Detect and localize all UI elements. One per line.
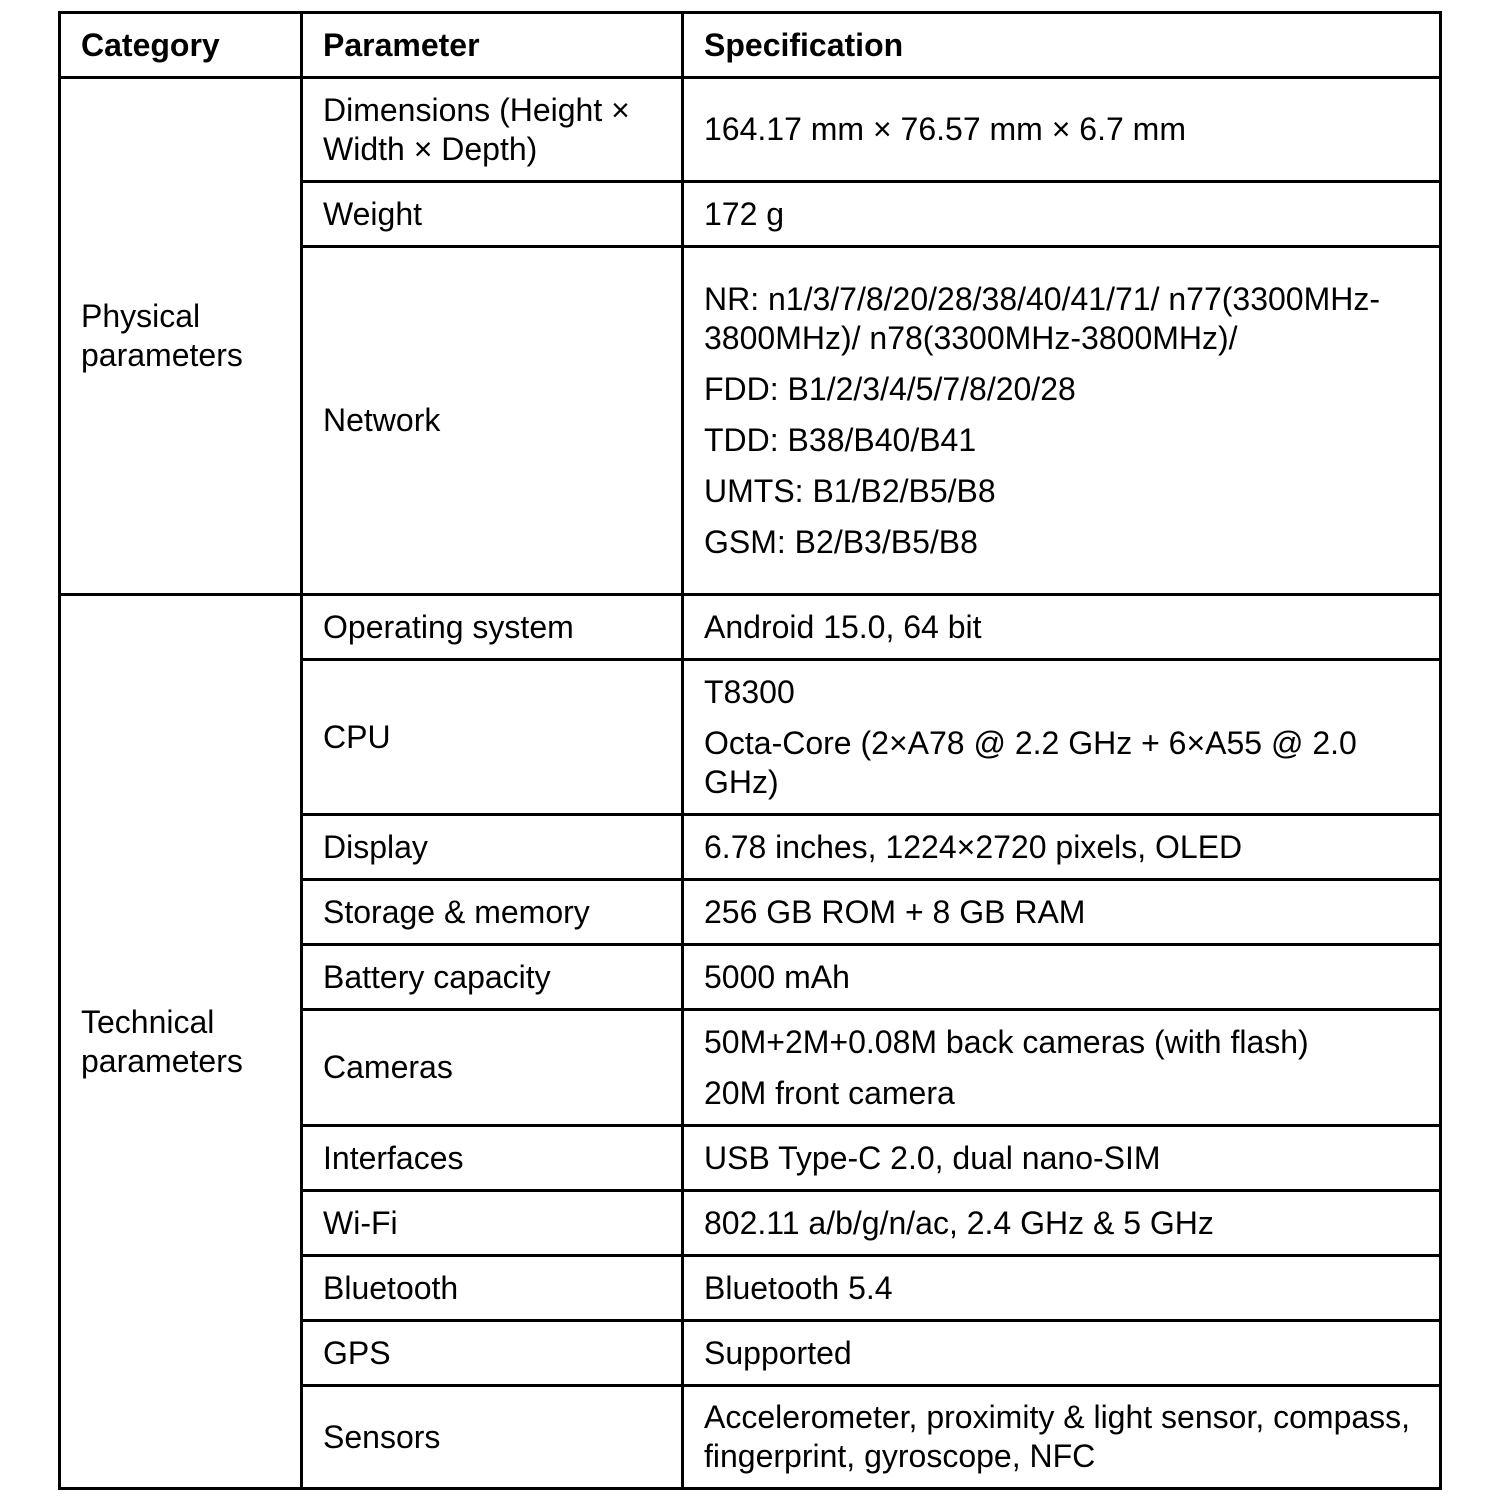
spec-cameras-front: 20M front camera bbox=[704, 1074, 955, 1111]
category-physical: Physical parameters bbox=[60, 78, 302, 595]
param-wifi: Wi-Fi bbox=[302, 1191, 683, 1256]
spec-cpu bbox=[683, 660, 1441, 815]
spec-interfaces: USB Type-C 2.0, dual nano-SIM bbox=[683, 1126, 1441, 1191]
spec-battery: 5000 mAh bbox=[683, 945, 1441, 1010]
param-battery: Battery capacity bbox=[302, 945, 683, 1010]
param-dimensions: Dimensions (Height × Width × Depth) bbox=[302, 78, 683, 182]
header-parameter: Parameter bbox=[302, 13, 683, 78]
param-interfaces: Interfaces bbox=[302, 1126, 683, 1191]
param-network: Network bbox=[302, 247, 683, 595]
param-os: Operating system bbox=[302, 595, 683, 660]
spec-bluetooth: Bluetooth 5.4 bbox=[683, 1256, 1441, 1321]
spec-network bbox=[683, 247, 1441, 595]
spec-display: 6.78 inches, 1224×2720 pixels, OLED bbox=[683, 815, 1441, 880]
spec-sensors: Accelerometer, proximity & light sensor, compass, fingerprint, gyroscope, NFC bbox=[683, 1386, 1441, 1489]
param-display: Display bbox=[302, 815, 683, 880]
spec-network-tdd: TDD: B38/B40/B41 bbox=[704, 421, 977, 458]
table-row bbox=[60, 78, 1441, 182]
param-cameras: Cameras bbox=[302, 1010, 683, 1126]
spec-network-fdd: FDD: B1/2/3/4/5/7/8/20/28 bbox=[704, 370, 1076, 407]
spec-storage: 256 GB ROM + 8 GB RAM bbox=[683, 880, 1441, 945]
header-specification: Specification bbox=[683, 13, 1441, 78]
param-cpu: CPU bbox=[302, 660, 683, 815]
param-sensors: Sensors bbox=[302, 1386, 683, 1489]
spec-cpu-model: T8300 bbox=[704, 673, 795, 710]
spec-gps: Supported bbox=[683, 1321, 1441, 1386]
category-technical: Technical parameters bbox=[60, 595, 302, 1489]
spec-cpu-cores: Octa-Core (2×A78 @ 2.2 GHz + 6×A55 @ 2.0 GHz) bbox=[704, 724, 1357, 800]
param-storage: Storage & memory bbox=[302, 880, 683, 945]
spec-weight: 172 g bbox=[683, 182, 1441, 247]
param-weight: Weight bbox=[302, 182, 683, 247]
table-row bbox=[60, 595, 1441, 660]
spec-network-nr: NR: n1/3/7/8/20/28/38/40/41/71/ n77(3300MHz-3800MHz)/ n78(3300MHz-3800MHz)/ bbox=[704, 280, 1380, 356]
spec-os: Android 15.0, 64 bit bbox=[683, 595, 1441, 660]
spec-cameras-back: 50M+2M+0.08M back cameras (with flash) bbox=[704, 1023, 1309, 1060]
spec-wifi: 802.11 a/b/g/n/ac, 2.4 GHz & 5 GHz bbox=[683, 1191, 1441, 1256]
spec-dimensions: 164.17 mm × 76.57 mm × 6.7 mm bbox=[683, 78, 1441, 182]
header-category: Category bbox=[60, 13, 302, 78]
spec-table bbox=[58, 11, 1442, 1490]
spec-network-gsm: GSM: B2/B3/B5/B8 bbox=[704, 523, 978, 560]
param-bluetooth: Bluetooth bbox=[302, 1256, 683, 1321]
param-gps: GPS bbox=[302, 1321, 683, 1386]
header-row bbox=[60, 13, 1441, 78]
spec-network-umts: UMTS: B1/B2/B5/B8 bbox=[704, 472, 996, 509]
spec-cameras bbox=[683, 1010, 1441, 1126]
